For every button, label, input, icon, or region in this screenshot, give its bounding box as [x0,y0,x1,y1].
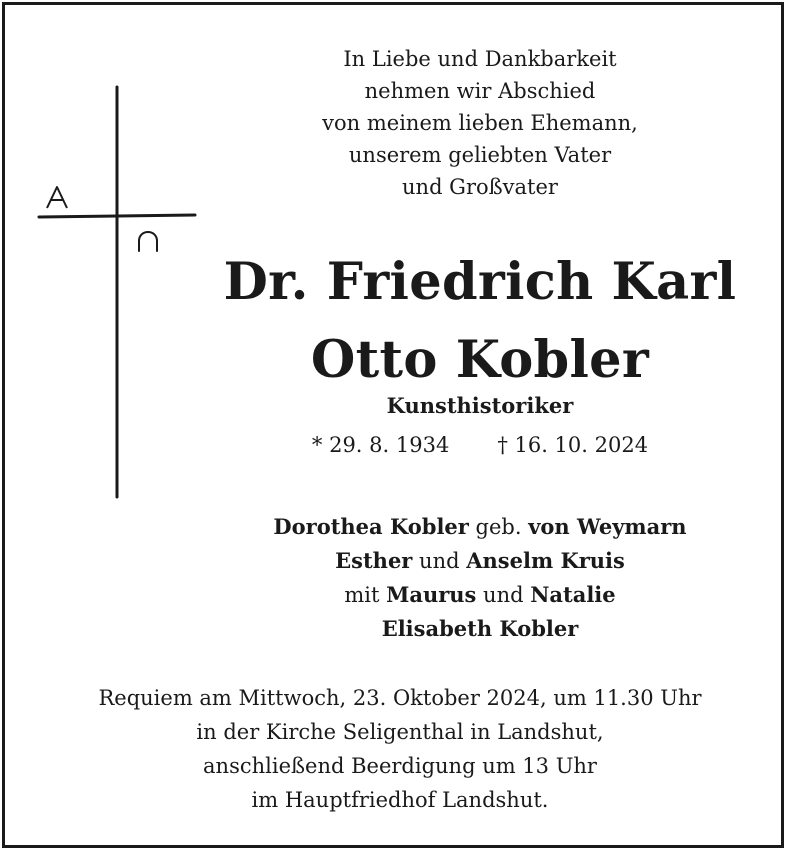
mourner-name: Esther [335,548,413,573]
mourner-name: Natalie [530,582,616,607]
requiem-line: im Hauptfriedhof Landshut. [251,788,549,812]
mourner-line [210,578,750,612]
requiem-line: anschließend Beerdigung um 13 Uhr [203,754,597,778]
name-line-1: Dr. Friedrich Karl [223,252,737,312]
requiem-info [25,681,775,817]
omega-symbol [139,232,157,251]
intro-line: und Großvater [402,175,558,199]
family-mourners [210,510,750,646]
mourner-name: Anselm Kruis [466,548,625,573]
mourner-connector: geb. [468,515,529,539]
death-date: † 16. 10. 2024 [497,433,649,457]
mourner-connector: und [476,583,531,607]
obituary-frame [2,2,784,848]
life-dates [235,430,725,460]
intro-line: von meinem lieben Ehemann, [322,111,638,135]
cross-icon [35,83,205,503]
mourner-name: Dorothea Kobler [273,514,469,539]
mourner-line [210,510,750,544]
intro-line: unserem geliebten Vater [348,143,612,167]
requiem-line: Requiem am Mittwoch, 23. Oktober 2024, um 11.30 Uhr [98,686,702,710]
profession: Kunsthistoriker [386,393,574,418]
intro-line: nehmen wir Abschied [364,79,596,103]
mourner-prefix: mit [344,583,387,607]
mourner-name: Elisabeth Kobler [381,616,579,641]
mourner-name: Maurus [386,582,477,607]
requiem-line: in der Kirche Seligenthal in Landshut, [196,720,604,744]
birth-date: * 29. 8. 1934 [311,433,450,457]
alpha-symbol [47,187,67,208]
name-line-2: Otto Kobler [310,330,650,390]
mourner-maiden-name: von Weymarn [528,514,687,539]
deceased-name [210,243,750,399]
intro-line: In Liebe und Dankbarkeit [343,47,617,71]
mourner-line [210,612,750,646]
intro-text [235,43,725,203]
mourner-connector: und [412,549,467,573]
mourner-line [210,544,750,578]
